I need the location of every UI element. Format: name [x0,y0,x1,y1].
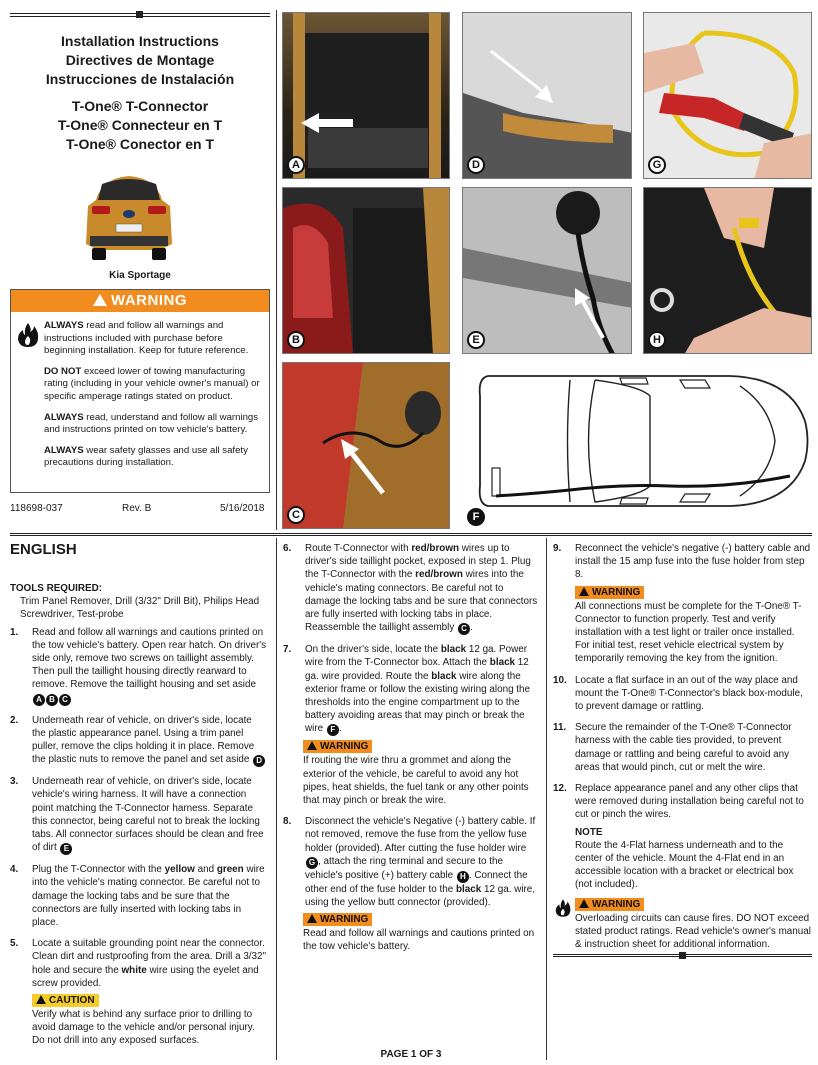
warning-para-3: ALWAYS read, understand and follow all warnings and instructions printed on tow vehicle's battery. [44,411,259,436]
warning-step-7 [283,738,539,807]
photo-h-illustration [644,188,812,354]
step-4: 4. Plug the T-Connector with the yellow and green wire into the vehicle's mating connector. Be careful not to damage the locking tabs and be sure that the connectors are fully inserted with locking tabs in place. [10,864,265,929]
note-text: Route the 4-Flat harness underneath and to the center of the vehicle. Mount the 4-Flat end in an accessible location with a bracket or electrical box (not included). [575,839,794,891]
warning-badge-8: WARNING [303,913,372,926]
step-7: 7. On the driver's side, locate the black 12 ga. Power wire from the T-Connector box. Attach the black 12 ga. wire provided. Route the black wire along the exterior frame or follow the existing wiring along the thresholds into the engine compartment up to the battery avoiding areas that may pinch or break the wire F . [283,644,531,735]
warning-header [11,290,269,312]
caution-triangle-icon [36,995,46,1004]
column-1 [10,540,268,1048]
step-9: 9. Reconnect the vehicle's negative (-) battery cable and install the 15 amp fuse into the fuse holder from step 8. [553,543,811,581]
column-divider-1 [276,538,277,1060]
column-divider-2 [546,538,547,1060]
figure-label-h: H [648,331,666,349]
product-spanish: T-One® Conector en T [66,136,214,152]
photo-d-illustration [463,13,632,179]
top-rule-marker [136,11,143,18]
title-spanish: Instrucciones de Instalación [45,71,235,87]
warning-triangle-icon [307,741,317,750]
fire-hazard-icon [555,898,571,918]
warning-step-7-text: If routing the wire thru a grommet and along the exterior of the vehicle, be careful to avoid any hot pipes, heat shields, the fuel tank or any other points that may pinch or break the wire. [303,755,529,807]
warning-body [44,320,266,478]
photo-e-harness [462,187,632,354]
fire-hazard-icon [17,322,39,348]
title-block [10,32,270,154]
warning-triangle-icon [579,899,589,908]
warning-step-9-text: All connections must be complete for the T-One® T-Connector to function properly. Test and verify installation with a test light or trailer once installed. For initial test, reset vehicle electrical system by temporarily removing the key from the ignition. [575,600,802,665]
ref-c-icon: C [458,623,470,635]
photo-a-cargo-area [282,12,450,179]
section-rule [10,533,812,536]
step-2: 2. Underneath rear of vehicle, on driver's side, locate the plastic appearance panel. Using a trim panel puller, remove the clips holding it in place. Remove the plastic nuts to remove the panel and set aside D [10,714,268,768]
step-6: 6. Route T-Connector with red/brown wires up to driver's side taillight pocket, exposed in step 1. Plug the T-Connector with the red/brown wires into the vehicle's mating connectors. Be careful not to damage the locking tabs and be sure that connectors are fully inserted with locking tabs in place. Reassemble the taillight assembly C . [283,543,538,634]
step-1: 1. Read and follow all warnings and cautions printed on the tow vehicle's battery. Open rear hatch. On driver's side only, remove two screws on taillight assembly. Then pull the taillight housing directly rearward to remove. Remove the taillight housing and set aside A B C [10,626,267,704]
warning-badge-final: WARNING [575,898,644,911]
ref-g-icon: G [306,857,318,869]
ref-a-icon: A [33,694,45,706]
page-number: PAGE 1 OF 3 [380,1049,442,1060]
note-label: NOTE [575,826,603,838]
column-2 [283,542,539,954]
caution-text: Verify what is behind any surface prior to drilling to avoid damage to the vehicle and/or personal injury. Do not drill into any exposed surfaces. [32,1009,255,1047]
photo-c-illustration [283,363,450,529]
end-rule-marker [679,952,686,959]
caution-block [10,992,268,1048]
step-10: 10. Locate a flat surface in an out of the way place and mount the T-One® T-Connector's black box-module, to prevent damage or rattling. [553,674,803,713]
ref-e-icon: E [60,843,72,855]
final-warning-block [553,896,812,952]
warning-step-8-text: Read and follow all warnings and cautions printed on the tow vehicle's battery. [303,928,535,953]
photo-d-panel [462,12,632,179]
warning-step-9 [553,584,812,666]
warning-para-4: ALWAYS wear safety glasses and use all safety precautions during installation. [44,444,248,469]
column-3 [553,542,812,951]
warning-badge-7: WARNING [303,740,372,753]
photo-b-taillight [282,187,450,354]
step-12: 12. Replace appearance panel and any other clips that were removed during installation being careful not to cut or pinch the wires. [553,783,804,821]
photo-g-illustration [644,13,812,179]
photo-c-taillight-pocket [282,362,450,529]
final-warning-text: Overloading circuits can cause fires. DO NOT exceed stated product ratings. Read vehicle's owner's manual & instruction sheet for additional information. [575,912,811,951]
warning-triangle-icon [579,587,589,596]
title-english: Installation Instructions [61,33,219,49]
figure-label-e: E [467,331,485,349]
warning-para-1: ALWAYS read and follow all warnings and instructions included with purchase before beginning installation. Keep for future reference. [44,320,249,357]
warning-triangle-icon [93,294,107,306]
revision: Rev. B [122,503,152,514]
photo-e-illustration [463,188,632,354]
photo-g-wire-cut [643,12,812,179]
photo-b-illustration [283,188,450,354]
figure-label-a: A [287,156,305,174]
figure-label-d: D [467,156,485,174]
caution-badge: CAUTION [32,994,99,1007]
photo-h-butt-connector [643,187,812,354]
diagram-f-wire-route [470,366,815,516]
note-block [553,826,812,892]
ref-h-icon: H [457,871,469,883]
warning-triangle-icon [307,914,317,923]
figure-label-b: B [287,331,305,349]
date: 5/16/2018 [220,503,265,514]
warning-badge-9: WARNING [575,586,644,599]
part-number: 118698-037 [10,503,63,514]
step-5: 5. Locate a suitable grounding point near the connector. Clean dirt and rustproofing from the area. Drill a 3/32" hole and secure the white wire using the eyelet and screw provided. [10,938,267,989]
warning-para-2: DO NOT exceed lower of towing manufacturing rating (including in your vehicle owner's manual) or specific amperage ratings stated on product. [44,365,260,402]
language-heading: ENGLISH [10,541,77,558]
figure-label-f: F [467,508,485,526]
tools-list: Trim Panel Remover, Drill (3/32" Drill Bit), Philips Head Screwdriver, Test-probe [20,596,260,621]
ref-f-icon: F [327,724,339,736]
figure-label-c: C [287,506,305,524]
warning-heading-text: WARNING [111,292,187,309]
step-8: 8. Disconnect the vehicle's Negative (-) battery cable. If not removed, remove the fuse from the yellow fuse holder (provided). After cutting the fuse holder wire G , attach the ring terminal and secure to the vehicle's positive (+) battery cable H . Connect the other end of the fuse holder to the black 12 ga. wire, using the yellow butt connector (provided). [283,816,536,909]
figure-label-g: G [648,156,666,174]
warning-box [10,289,270,493]
product-english: T-One® T-Connector [71,98,209,114]
vehicle-image [82,170,176,262]
photo-a-illustration [283,13,450,179]
warning-step-8 [283,911,539,953]
product-french: T-One® Connecteur en T [57,117,223,133]
vehicle-caption: Kia Sportage [109,270,171,281]
ref-b-icon: B [46,694,58,706]
tools-heading: TOOLS REQUIRED: [10,583,102,594]
ref-d-icon: D [253,755,265,767]
left-column-divider [276,10,277,530]
step-11: 11. Secure the remainder of the T-One® T-Connector harness with the cable ties provided, to prevent damage or rattling and being careful to avoid any areas that would pinch, cut or melt the wire. [553,722,792,773]
title-french: Directives de Montage [65,52,215,68]
ref-c-icon: C [59,694,71,706]
step-3: 3. Underneath rear of vehicle, on driver's side, locate vehicle's wiring harness. It will have a connection point matching the T-Connector harness. Separate this connector, being careful not to break the locking tabs. All connector surfaces should be clean and free of dirt E [10,776,264,854]
